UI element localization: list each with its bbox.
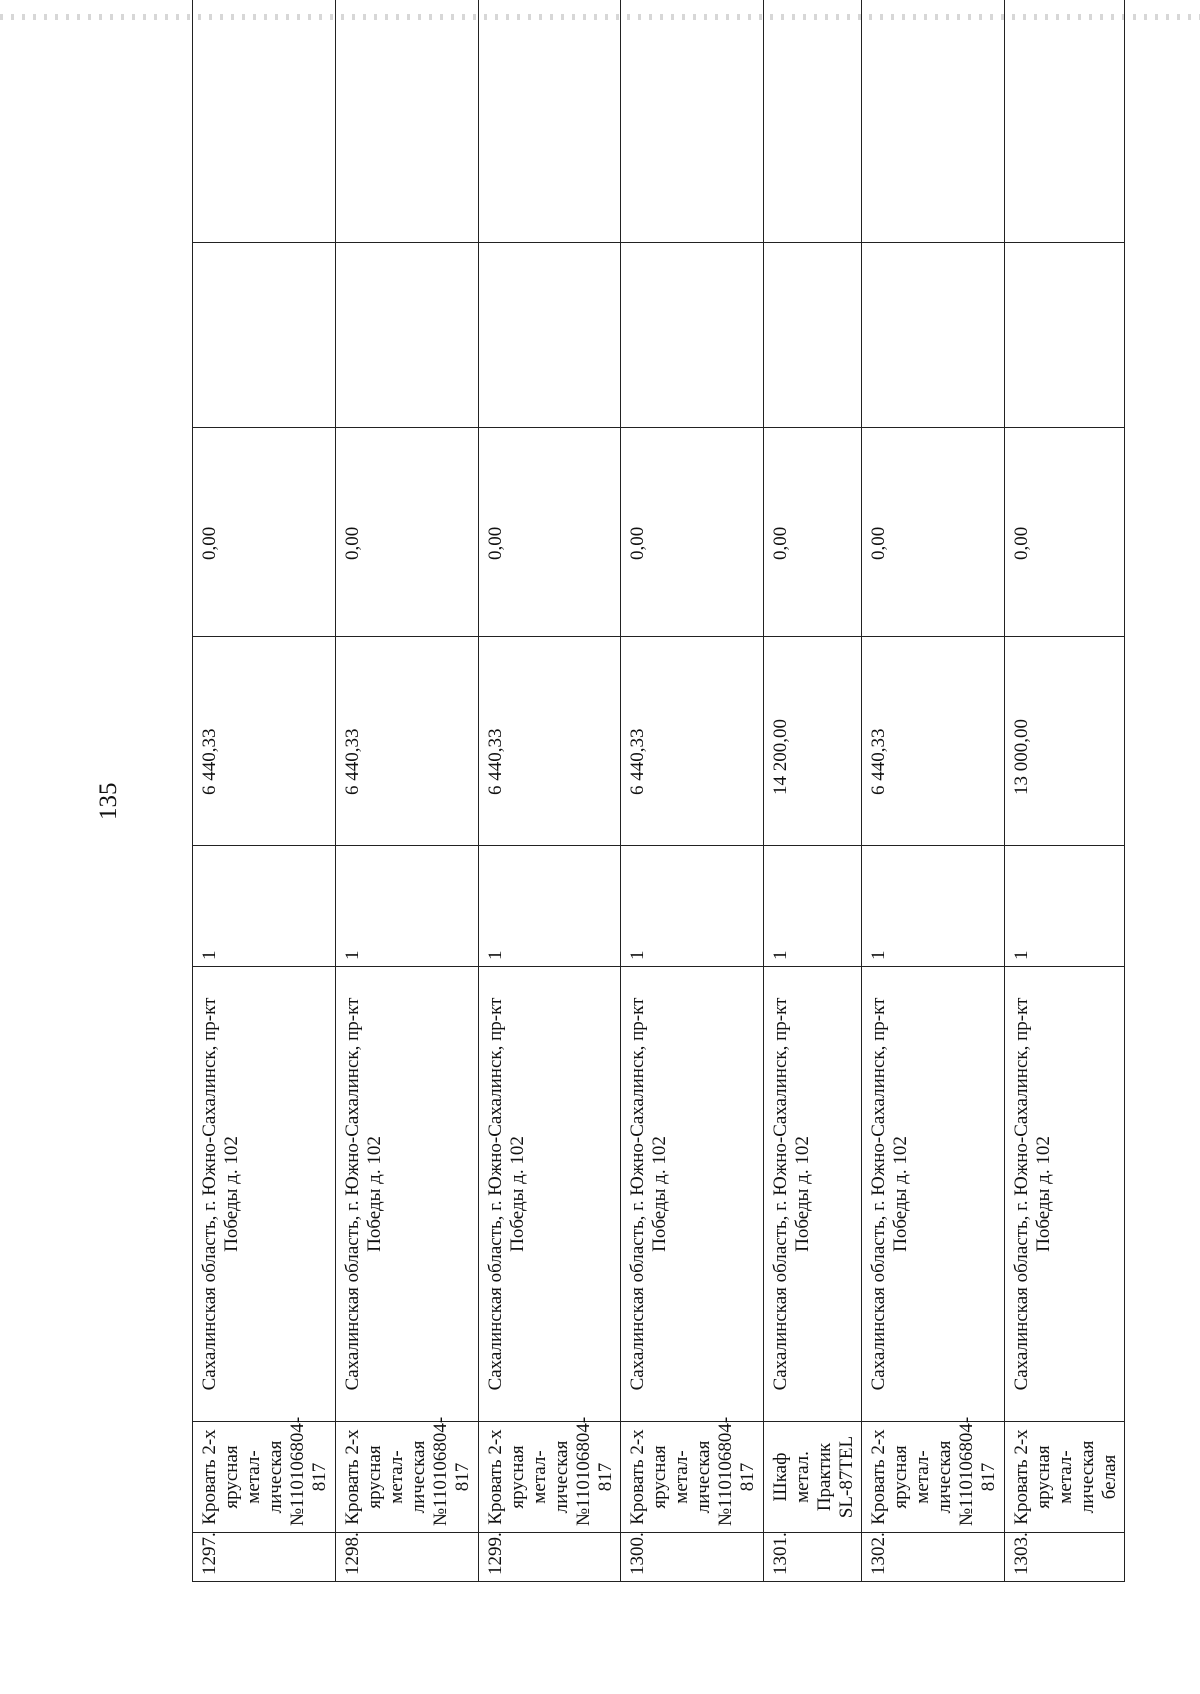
row-number-text: 1300. [627,1532,649,1575]
row-number-text: 1303. [1010,1532,1032,1575]
cost-text: 6 440,33 [341,728,363,795]
address-text: Сахалинская область, г. Южно-Сахалинск, пр-кт Победы д. 102 [199,997,242,1391]
residual-value-text: 0,00 [867,526,889,560]
row-number-cell [621,1533,764,1582]
cost-cell [1004,637,1124,846]
quantity-text: 1 [627,950,649,960]
empty-cell [335,0,478,243]
cost-text: 14 200,00 [770,719,792,795]
table-row [1004,0,1124,1582]
address-cell [764,967,862,1422]
residual-value-cell [1004,428,1124,637]
residual-value-cell [861,428,1004,637]
row-number-cell [193,1533,336,1582]
item-name-cell [335,1416,478,1533]
asset-table-body [193,0,1125,1582]
item-name-cell [478,1416,621,1533]
rotated-table-wrapper [192,59,1125,1582]
residual-value-text: 0,00 [1010,526,1032,560]
cost-text: 6 440,33 [867,728,889,795]
quantity-cell [861,846,1004,967]
cost-text: 13 000,00 [1010,719,1032,795]
row-number-cell [861,1533,1004,1582]
table-row [335,0,478,1582]
residual-value-text: 0,00 [770,526,792,560]
cost-cell [478,637,621,846]
row-number-cell [478,1533,621,1582]
address-text: Сахалинская область, г. Южно-Сахалинск, пр-кт Победы д. 102 [770,997,814,1391]
residual-value-text: 0,00 [627,526,649,560]
cost-cell [861,637,1004,846]
address-cell [335,967,478,1422]
address-text: Сахалинская область, г. Южно-Сахалинск, пр-кт Победы д. 102 [867,997,911,1391]
address-text: Сахалинская область, г. Южно-Сахалинск, пр-кт Победы д. 102 [627,997,671,1391]
residual-value-cell [764,428,862,637]
empty-cell [335,243,478,428]
row-number-text: 1298. [341,1532,363,1575]
quantity-cell [335,846,478,967]
quantity-text: 1 [484,950,506,960]
table-row [621,0,764,1582]
residual-value-text: 0,00 [341,526,363,560]
address-text: Сахалинская область, г. Южно-Сахалинск, пр-кт Победы д. 102 [484,997,528,1391]
item-name-cell [193,1416,336,1533]
item-name-text: Кровать 2-х ярусная метал-лическая №110106804-817 [484,1416,616,1526]
address-cell [478,967,621,1422]
cost-cell [764,637,862,846]
address-cell [1004,967,1124,1422]
item-name-cell [861,1416,1004,1533]
residual-value-text: 0,00 [484,526,506,560]
empty-cell [478,0,621,243]
quantity-text: 1 [770,950,792,960]
address-cell [621,967,764,1422]
empty-cell [764,0,862,243]
row-number-text: 1299. [484,1532,506,1575]
quantity-text: 1 [1010,950,1032,960]
item-name-cell [621,1416,764,1533]
quantity-cell [478,846,621,967]
residual-value-text: 0,00 [199,526,220,560]
table-row [764,0,862,1582]
row-number-cell [1004,1533,1124,1582]
empty-cell [193,0,336,243]
page-number: 135 [95,782,122,820]
item-name-cell [764,1422,862,1533]
residual-value-cell [478,428,621,637]
empty-cell [193,243,336,428]
row-number-text: 1302. [867,1532,889,1575]
row-number-cell [335,1533,478,1582]
empty-cell [621,243,764,428]
row-number-text: 1297. [199,1532,220,1575]
empty-cell [1004,0,1124,243]
quantity-cell [621,846,764,967]
quantity-text: 1 [867,950,889,960]
item-name-text: Кровать 2-х ярусная метал-лическая №110106804-817 [341,1416,473,1526]
address-cell [861,967,1004,1422]
empty-cell [621,0,764,243]
address-cell [193,967,336,1422]
row-number-text: 1301. [770,1532,792,1575]
asset-table [192,0,1125,1582]
quantity-cell [1004,846,1124,967]
item-name-text: Шкаф метал. Практик SL-87TEL [770,1435,858,1519]
cost-cell [193,637,336,846]
cost-text: 6 440,33 [199,728,220,795]
empty-cell [478,243,621,428]
residual-value-cell [621,428,764,637]
cost-text: 6 440,33 [627,728,649,795]
table-row [861,0,1004,1582]
cost-cell [335,637,478,846]
empty-cell [861,243,1004,428]
empty-cell [764,243,862,428]
row-number-cell [764,1533,862,1582]
quantity-text: 1 [199,950,220,960]
item-name-text: Кровать 2-х ярусная метал-лическая №110106804-817 [199,1416,330,1526]
empty-cell [1004,243,1124,428]
quantity-cell [193,846,336,967]
table-row [478,0,621,1582]
residual-value-cell [335,428,478,637]
item-name-cell [1004,1422,1124,1533]
residual-value-cell [193,428,336,637]
cost-cell [621,637,764,846]
address-text: Сахалинская область, г. Южно-Сахалинск, пр-кт Победы д. 102 [341,997,385,1391]
address-text: Сахалинская область, г. Южно-Сахалинск, пр-кт Победы д. 102 [1010,997,1054,1391]
table-row [193,0,336,1582]
item-name-text: Кровать 2-х ярусная метал-лическая №110106804-817 [627,1416,759,1526]
item-name-text: Кровать 2-х ярусная метал-лическая белая [1010,1429,1120,1525]
empty-cell [861,0,1004,243]
quantity-cell [764,846,862,967]
item-name-text: Кровать 2-х ярусная метал-лическая №110106804-817 [867,1416,999,1526]
quantity-text: 1 [341,950,363,960]
cost-text: 6 440,33 [484,728,506,795]
